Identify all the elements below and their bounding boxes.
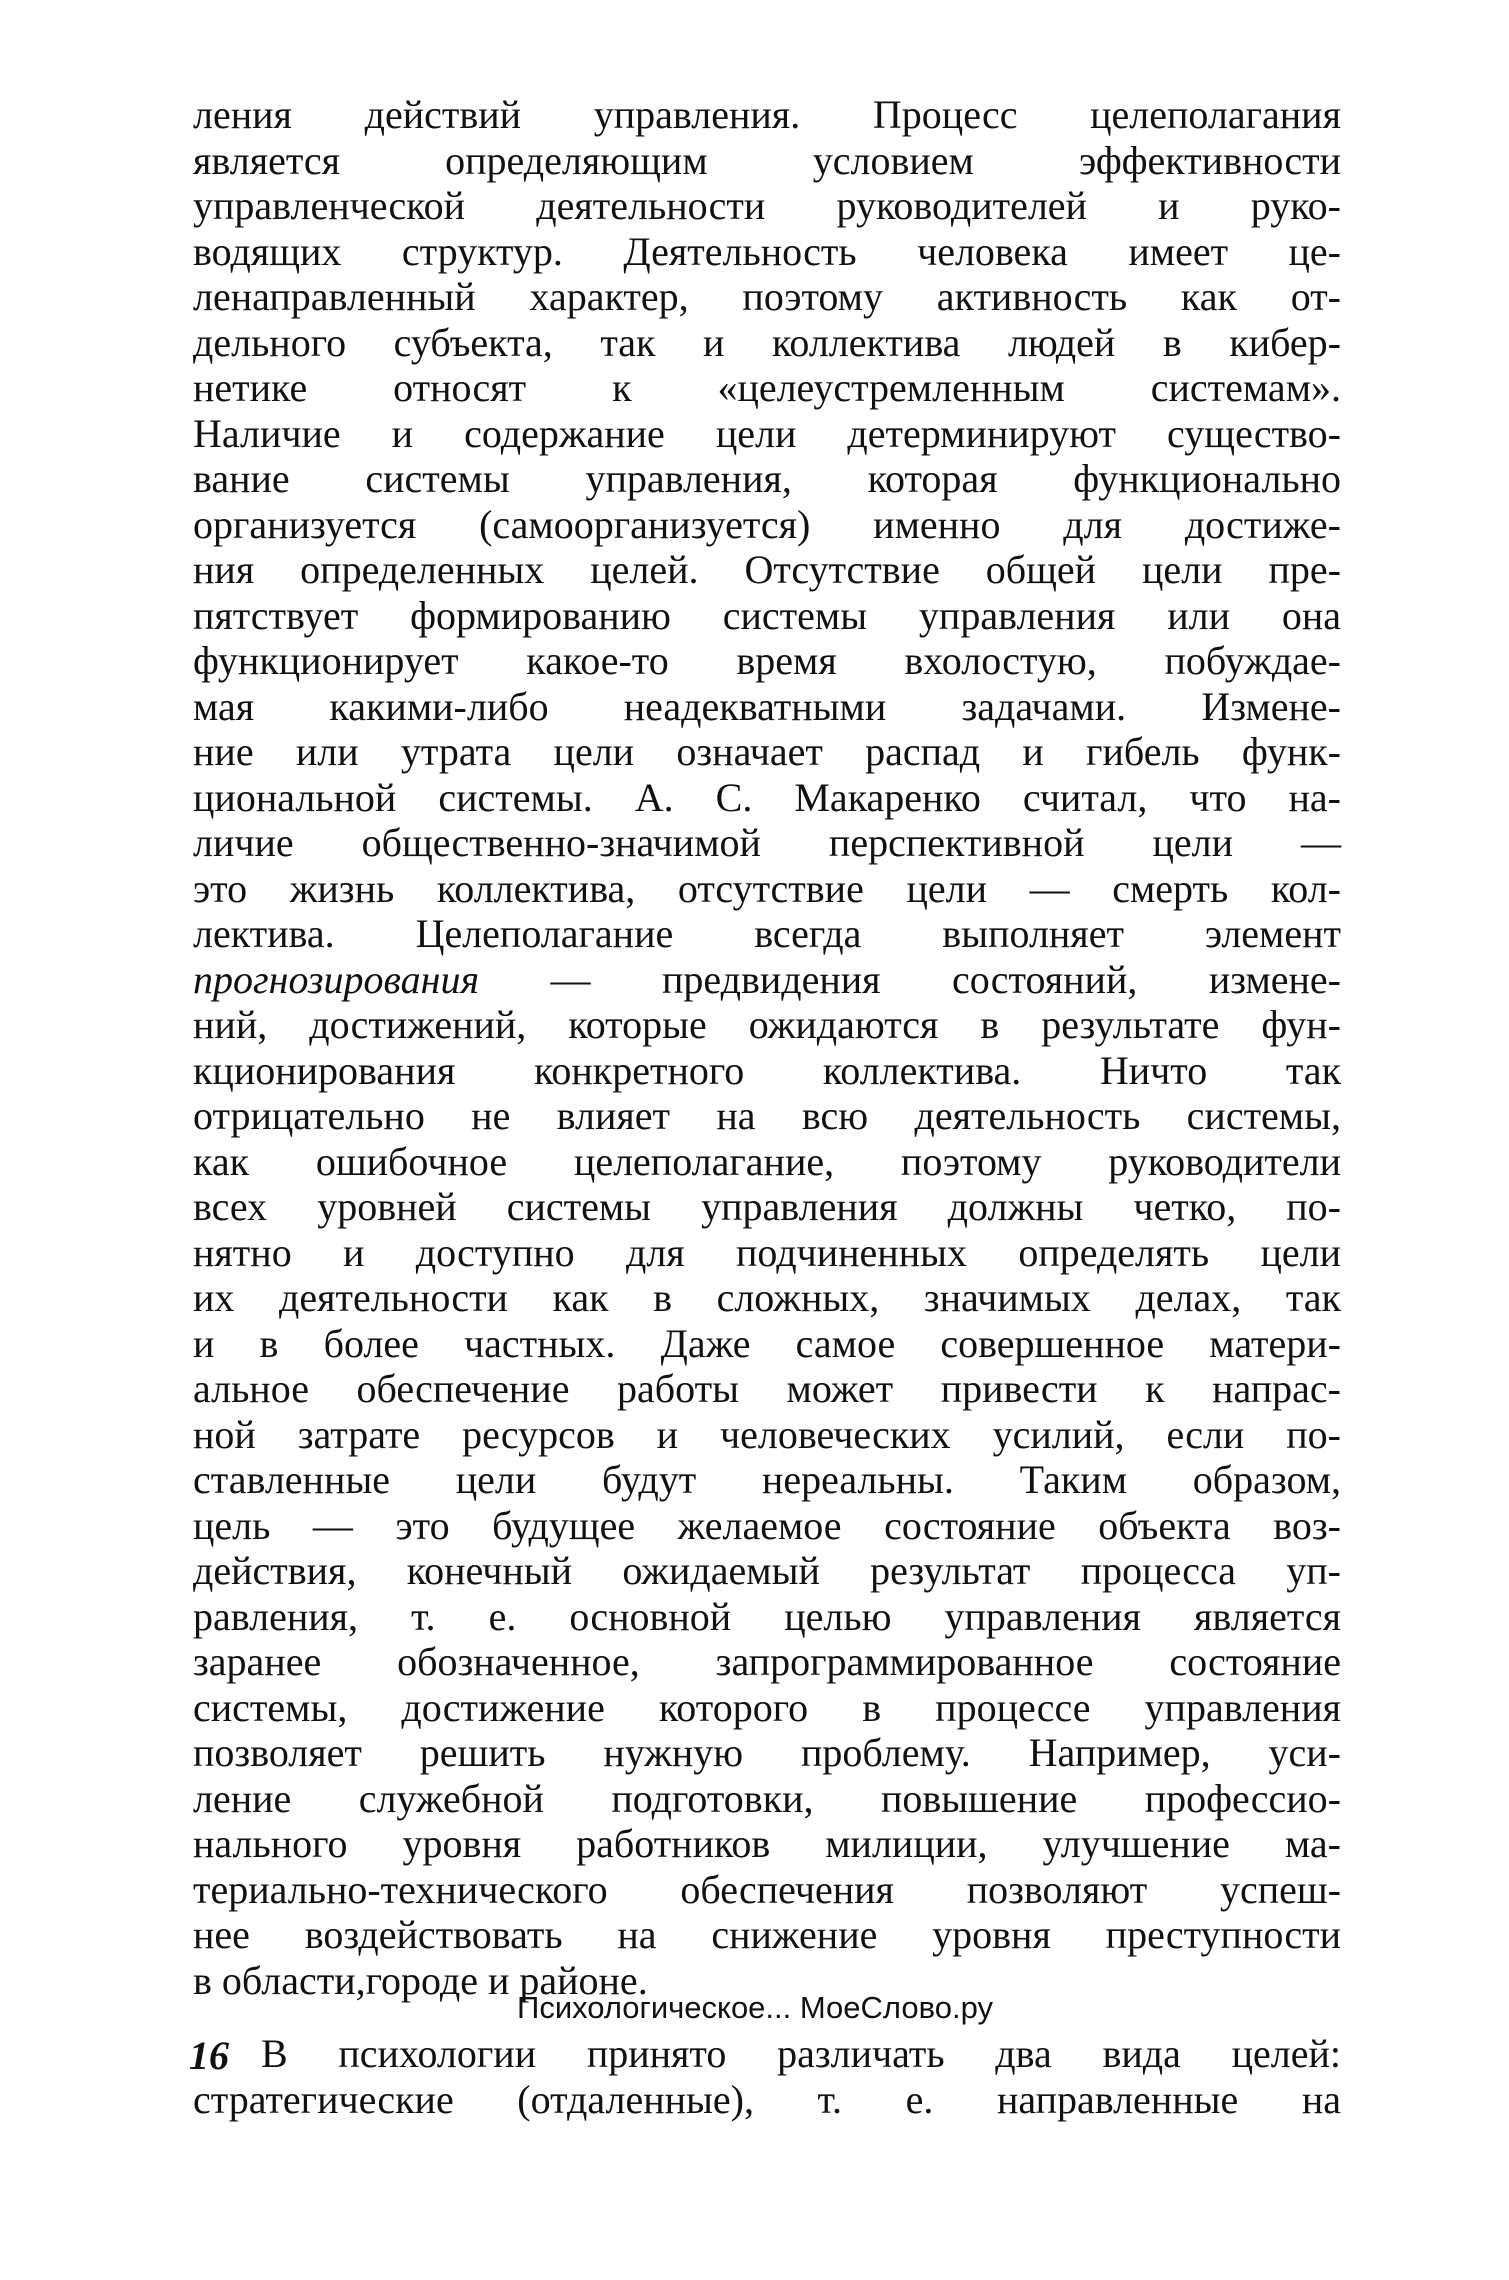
text-line: кционирования конкретного коллектива. Ничто так (193, 1047, 1341, 1093)
text-line: пятствует формированию системы управления или она (193, 592, 1341, 638)
text-line: в области,городе и районе. (193, 1957, 648, 2003)
text-line: Наличие и содержание цели детерминируют существо- (193, 410, 1341, 456)
text-line: организуется (самоорганизуется) именно для достиже- (193, 501, 1341, 547)
text-line: это жизнь коллектива, отсутствие цели — смерть кол- (193, 865, 1341, 911)
text-line: водящих структур. Деятельность человека имеет це- (193, 228, 1341, 274)
text-line: ленаправленный характер, поэтому активность как от- (193, 274, 1341, 319)
paragraph-1 (193, 92, 1341, 2003)
text-line: нятно и доступно для подчиненных определять цели (193, 1229, 1341, 1275)
source-watermark: Психологическое... МоеСлово.ру (517, 1990, 993, 2025)
main-text (193, 92, 1341, 2122)
text-line: циональной системы. А. С. Макаренко считал, что на- (193, 774, 1341, 820)
text-line: В психологии принято различать два вида целей: (261, 2031, 1341, 2076)
text-line: равления, т. е. основной целью управления является (193, 1593, 1341, 1639)
text-line: их деятельности как в сложных, значимых делах, так (193, 1275, 1341, 1320)
text-line: позволяет решить нужную проблему. Например, уси- (193, 1730, 1341, 1775)
italic-term: прогнозирования (193, 956, 480, 1002)
text-line: ние или утрата цели означает распад и гибель функ- (193, 729, 1341, 774)
paragraph-2 (193, 2031, 1341, 2122)
text-line: как ошибочное целеполагание, поэтому руководители (193, 1138, 1341, 1184)
text-line: управленческой деятельности руководителей и руко- (193, 183, 1341, 228)
text-line: ния определенных целей. Отсутствие общей цели пре- (193, 547, 1341, 592)
text-line: цель — это будущее желаемое состояние объекта воз- (193, 1502, 1341, 1548)
text-line: действия, конечный ожидаемый результат процесса уп- (193, 1548, 1341, 1593)
text-line: ления действий управления. Процесс целеполагания (193, 92, 1341, 137)
text-line: ний, достижений, которые ожидаются в результате фун- (193, 1002, 1341, 1047)
text-line: отрицательно не влияет на всю деятельность системы, (193, 1093, 1341, 1138)
text-segment: — предвидения состояний, измене- (479, 956, 1341, 1002)
text-line: мая какими-либо неадекватными задачами. Измене- (193, 683, 1341, 729)
text-line: вание системы управления, которая функционально (193, 456, 1341, 501)
text-line: нее воздействовать на снижение уровня преступности (193, 1912, 1341, 1957)
text-line: дельного субъекта, так и коллектива людей в кибер- (193, 319, 1341, 365)
text-line: заранее обозначенное, запрограммированное состояние (193, 1639, 1341, 1684)
page-number: 16 (189, 2033, 229, 2078)
text-line: ставленные цели будут нереальны. Таким образом, (193, 1457, 1341, 1502)
text-line: и в более частных. Даже самое совершенное матери- (193, 1320, 1341, 1366)
text-line: ной затрате ресурсов и человеческих усилий, если по- (193, 1411, 1341, 1457)
text-line: является определяющим условием эффективности (193, 137, 1341, 183)
text-line: всех уровней системы управления должны четко, по- (193, 1184, 1341, 1229)
text-line: ление служебной подготовки, повышение профессио- (193, 1775, 1341, 1821)
text-line: нального уровня работников милиции, улучшение ма- (193, 1821, 1341, 1866)
text-line: нетике относят к «целеустремленным системам». (193, 365, 1341, 410)
text-line: стратегические (отдаленные), т. е. направленные на (193, 2076, 1341, 2122)
text-line: функционирует какое-то время вхолостую, побуждае- (193, 638, 1341, 683)
text-line: альное обеспечение работы может привести к напрас- (193, 1366, 1341, 1411)
text-line: лектива. Целеполагание всегда выполняет элемент (193, 911, 1341, 956)
text-line-with-italic (193, 957, 1341, 1003)
text-line: личие общественно-значимой перспективной цели — (193, 820, 1341, 865)
text-line: териально-технического обеспечения позволяют успеш- (193, 1866, 1341, 1912)
text-line: системы, достижение которого в процессе управления (193, 1684, 1341, 1730)
